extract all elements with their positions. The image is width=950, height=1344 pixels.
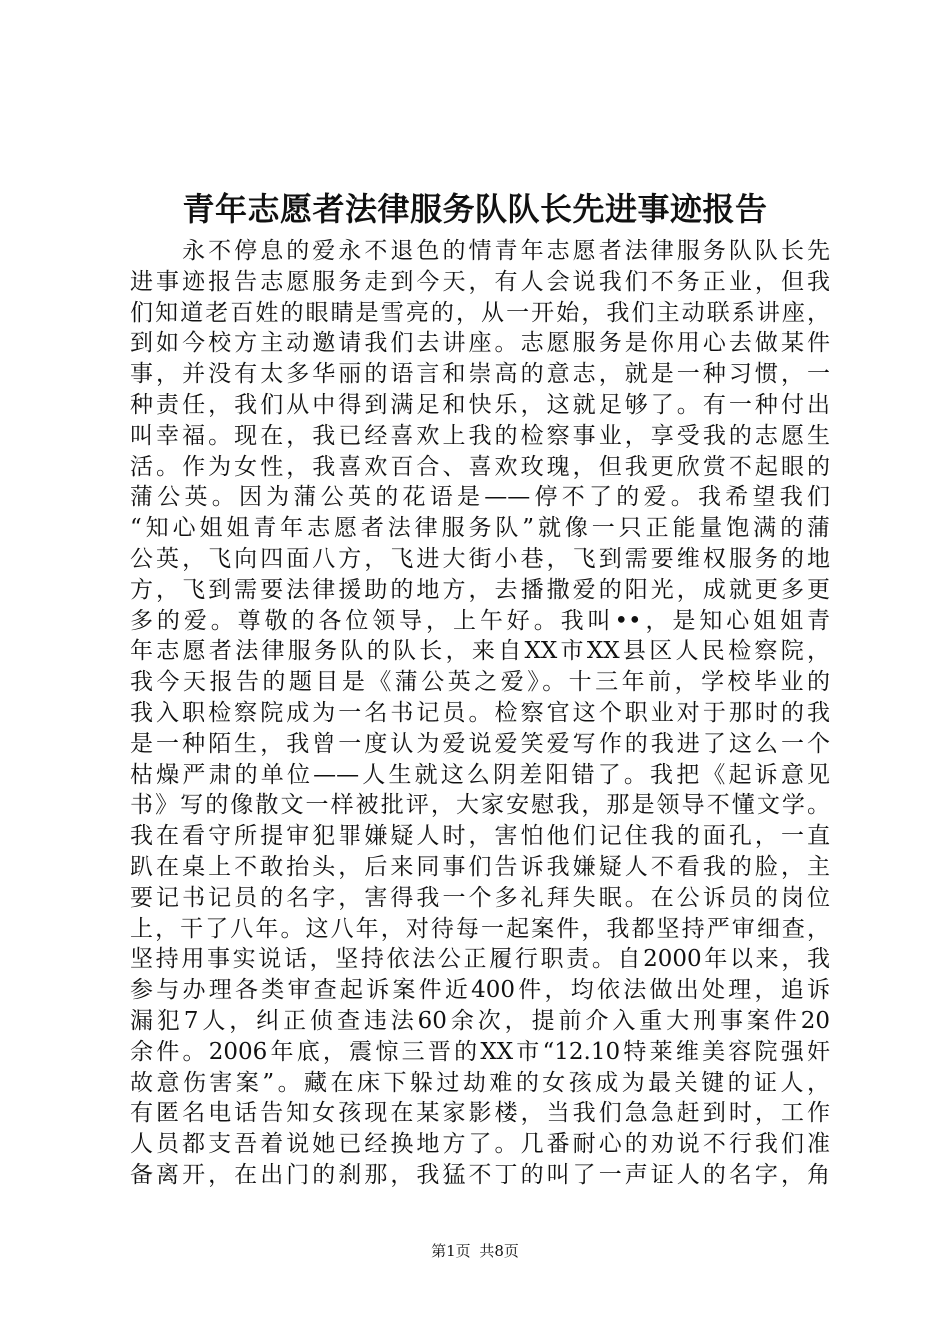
body-line: 种责任，我们从中得到满足和快乐，这就足够了。有一种付出 <box>130 391 830 418</box>
document-title: 青年志愿者法律服务队队长先进事迹报告 <box>182 190 768 228</box>
body-line: 我入职检察院成为一名书记员。检察官这个职业对于那时的我 <box>130 699 830 726</box>
page-footer <box>0 1240 950 1262</box>
page-number-total: 共8页 <box>479 1242 519 1260</box>
body-line: 余件。2006年底，震惊三晋的XX市“12.10特莱维美容院强奸 <box>130 1038 830 1065</box>
body-line: 永不停息的爱永不退色的情青年志愿者法律服务队队长先 <box>130 238 830 264</box>
body-line: 书》写的像散文一样被批评，大家安慰我，那是领导不懂文学。 <box>130 792 830 819</box>
body-line: 我在看守所提审犯罪嫌疑人时，害怕他们记住我的面孔，一直 <box>130 823 830 850</box>
body-line: 上，干了八年。这八年，对待每一起案件，我都坚持严审细查， <box>130 915 830 942</box>
body-line: 趴在桌上不敢抬头，后来同事们告诉我嫌疑人不看我的脸，主 <box>130 853 830 880</box>
body-line: 参与办理各类审查起诉案件近400件，均依法做出处理，追诉 <box>130 977 830 1004</box>
body-line: 活。作为女性，我喜欢百合、喜欢玫瑰，但我更欣赏不起眼的 <box>130 453 830 480</box>
body-line: 公英，飞向四面八方，飞进大街小巷，飞到需要维权服务的地 <box>130 545 830 572</box>
body-line: 枯燥严肃的单位——人生就这么阴差阳错了。我把《起诉意见 <box>130 761 830 788</box>
body-line: 叫幸福。现在，我已经喜欢上我的检察事业，享受我的志愿生 <box>130 422 830 449</box>
body-line: 我今天报告的题目是《蒲公英之爱》。十三年前，学校毕业的 <box>130 669 830 696</box>
body-line: 进事迹报告志愿服务走到今天，有人会说我们不务正业，但我 <box>130 268 830 295</box>
body-line: 事，并没有太多华丽的语言和崇高的意志，就是一种习惯，一 <box>130 361 830 388</box>
body-line: 们知道老百姓的眼睛是雪亮的，从一开始，我们主动联系讲座， <box>130 299 830 326</box>
body-line: 要记书记员的名字，害得我一个多礼拜失眠。在公诉员的岗位 <box>130 884 830 911</box>
body-line: 蒲公英。因为蒲公英的花语是——停不了的爱。我希望我们 <box>130 484 830 511</box>
body-line: 漏犯7人，纠正侦查违法60余次，提前介入重大刑事案件20 <box>130 1007 830 1034</box>
body-line: 到如今校方主动邀请我们去讲座。志愿服务是你用心去做某件 <box>130 330 830 357</box>
body-line: 人员都支吾着说她已经换地方了。几番耐心的劝说不行我们准 <box>130 1131 830 1158</box>
page-number-current: 第1页 <box>431 1242 471 1260</box>
body-line: 坚持用事实说话，坚持依法公正履行职责。自2000年以来，我 <box>130 946 830 973</box>
body-line: 年志愿者法律服务队的队长，来自XX市XX县区人民检察院， <box>130 638 830 665</box>
body-line: 备离开，在出门的刹那，我猛不丁的叫了一声证人的名字，角 <box>130 1161 830 1188</box>
body-line: 多的爱。尊敬的各位领导，上午好。我叫••，是知心姐姐青 <box>130 607 830 634</box>
body-line: 方，飞到需要法律援助的地方，去播撒爱的阳光，成就更多更 <box>130 576 830 603</box>
document-body <box>130 236 830 1191</box>
body-line: 有匿名电话告知女孩现在某家影楼，当我们急急赶到时，工作 <box>130 1100 830 1127</box>
body-line: 是一种陌生，我曾一度认为爱说爱笑爱写作的我进了这么一个 <box>130 730 830 757</box>
body-line: 故意伤害案”。藏在床下躲过劫难的女孩成为最关键的证人， <box>130 1069 830 1096</box>
body-line: “知心姐姐青年志愿者法律服务队”就像一只正能量饱满的蒲 <box>130 515 830 542</box>
